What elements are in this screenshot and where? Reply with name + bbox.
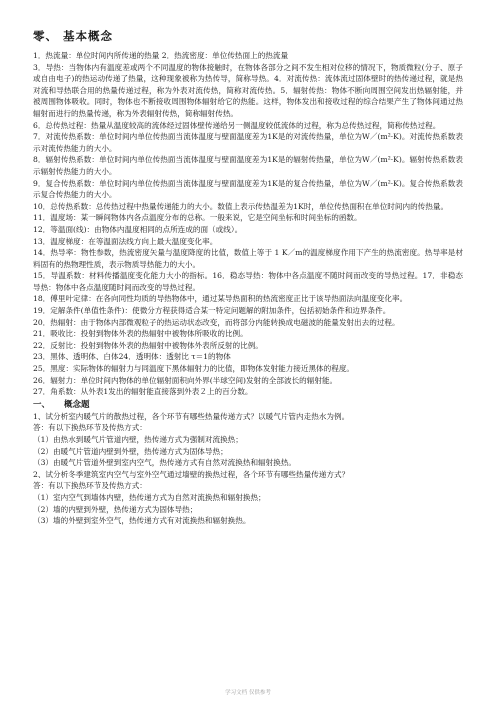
concept-item: 7．对流传热系数：单位时间内单位传热面当流体温度与壁面温度差为1K是的对流传热量，单位为W／(m²·K)。对流传热系数表示对流传热能力的大小。 xyxy=(33,132,463,153)
concept-item: 14．热导率：物性参数，热流密度矢量与温度降度的比值，数值上等于 1 K／m的温度梯度作用下产生的热流密度。热导率是材料固有的热物理性质，表示物质导热能力的大小。 xyxy=(33,248,463,269)
concept-item: 20．热辐射：由于物体内部微观粒子的热运动状态改变，而将部分内能转换成电磁波的能量发射出去的过程。 xyxy=(33,317,400,327)
concept-item: 9．复合传热系数：单位时间内单位传热面当流体温度与壁面温度差为1K是的复合传热量，单位为W／(m²·K)。复合传热系数表示复合传热能力的大小。 xyxy=(33,178,463,200)
concept-item: 15．导温系数：材料传播温度变化能力大小的指标。16．稳态导热：物体中各点温度不随时间而改变的导热过程。17．非稳态导热：物体中各点温度随时间而改变的导热过程。 xyxy=(33,271,463,292)
main-heading: 零、 基本概念 xyxy=(33,29,114,43)
section-title: 概念题 xyxy=(64,399,90,410)
concept-item: 27．角系数：从外表1发出的辐射能直接落到外表２上的百分数。 xyxy=(33,387,253,397)
concept-item: 25．黑度：实际物体的辐射力与同温度下黑体辐射力的比值，即物体发射能力接近黑体的程度。 xyxy=(33,364,355,374)
page-footer: 学习文档 仅供参考 xyxy=(225,690,271,696)
concept-item: 1．热流量：单位时间内所传递的热量 2．热流密度：单位传热面上的热流量 xyxy=(33,51,289,60)
concept-item: 6．总传热过程：热量从温度较高的流体经过固体壁传递给另一侧温度较低流体的过程，称为总传热过程，简称传热过程。 xyxy=(33,120,441,130)
concept-item: 18．傅里叶定律：在各向同性均质的导热物体中，通过某导热面积的热流密度正比于该导热面法向温度变化率。 xyxy=(33,294,408,304)
answer-item: （2）墙的内壁到外壁，热传递方式为固体导热； xyxy=(33,504,198,514)
concept-item: 22．反射比：投射到物体外表的热辐射中被物体外表所反射的比例。 xyxy=(33,340,263,350)
section-heading xyxy=(33,399,463,411)
answer-item: （2）由暖气片管道内壁到外壁，热传递方式为固体导热； xyxy=(33,446,228,456)
question-text: 2、试分析冬季建筑室内空气与室外空气通过墙壁的换热过程，各个环节有哪些热量传递方式？ xyxy=(33,469,350,479)
answer-intro: 答：有以下换热环节及传热方式： xyxy=(33,423,147,433)
answer-intro: 答：有以下换热环节及传热方式： xyxy=(33,481,147,491)
concept-item: 13．温度梯度：在等温面法线方向上最大温度变化率。 xyxy=(33,236,218,246)
question-block-1 xyxy=(33,411,463,469)
answer-item: （3）由暖气片管道外壁到室内空气，热传递方式有自然对流换热和辐射换热。 xyxy=(33,458,297,468)
concept-item: 10．总传热系数：总传热过程中热量传递能力的大小。数值上表示传热温差为1K时，单位传热面积在单位时间内的传热量。 xyxy=(33,201,449,211)
concept-item: 26．辐射力：单位时间内物体的单位辐射面积向外界(半球空间)发射的全部波长的辐射能。 xyxy=(33,375,338,385)
concept-item: 19．定解条件(单值性条件)：使微分方程获得适合某一特定问题解的附加条件，包括初始条件和边界条件。 xyxy=(33,306,391,316)
concept-item: 23．黑体、透明体、白体24．透明体：透射比 τ＝1的物体 xyxy=(33,352,231,362)
concept-list xyxy=(33,50,463,398)
concept-item: 11．温度场：某一瞬间物体内各点温度分布的总称。一般来说，它是空间坐标和时间坐标的函数。 xyxy=(33,213,362,223)
concept-item: 12．等温面(线)：由物体内温度相同的点所连成的面（或线）。 xyxy=(33,224,243,234)
answer-item: （1）室内空气到墙体内壁，热传递方式为自然对流换热和辐射换热； xyxy=(33,492,266,502)
answer-item: （3）墙的外壁到室外空气，热传递方式有对流换热和辐射换热。 xyxy=(33,516,251,526)
concept-item: 21．吸收比：投射到物体外表的热辐射中被物体所吸收的比例。 xyxy=(33,329,248,339)
answer-item: （1）由热水到暖气片管道内壁，热传递方式为强制对流换热； xyxy=(33,435,243,444)
concept-item: 8．辐射传热系数：单位时间内单位传热面当流体温度与壁面温度差为1K是的辐射传热量，单位为W／(m²·K)。辐射传热系数表示辐射传热能力的大小。 xyxy=(33,155,463,176)
section-number: 一、 xyxy=(33,399,51,410)
question-block-2 xyxy=(33,469,463,527)
question-text: 1、试分析室内暖气片的散热过程，各个环节有哪些热量传递方式？以暖气片管内走热水为例。 xyxy=(33,411,350,421)
concept-item: 3．导热：当物体内有温度差或两个不同温度的物体接触时，在物体各部分之间不发生相对位移的情况下，物质微粒(分子、原子或自由电子)的热运动传递了热量，这种现象被称为热传导，简称导热。4．对流传热：流体流过固体壁时的热传递过程，就是热对流和导热联合用的热量传递过程，称为外表对流传热，简称对流传热。5．辐射传热：物体不断向周围空间发出热辐射能，并被周围物体吸收。同时，物体也不断接收周围物体辐射给它的热能。这样，物体发出和接收过程的综合结果产生了物体间通过热辐射而进行的热量传递，称为外表辐射传热，简称辐射传热。 xyxy=(33,62,463,118)
